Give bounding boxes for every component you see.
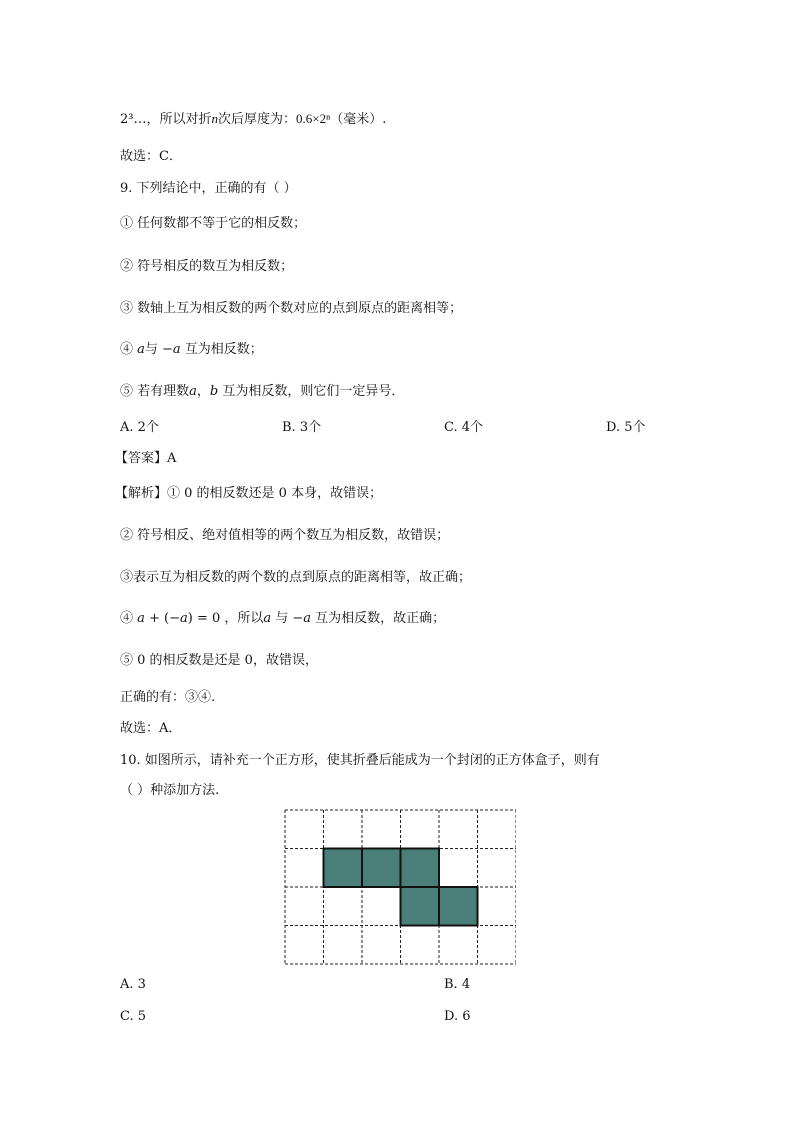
q10-stem-line1: 10. 如图所示，请补充一个正方形，使其折叠后能成为一个封闭的正方体盒子，则有 [120, 753, 600, 768]
q10-stem-line2: （ ）种添加方法. [120, 783, 220, 798]
q9-correct: 正确的有：③④. [120, 690, 216, 705]
q10-option-a: A. 3 [120, 977, 146, 992]
net-square-1 [324, 849, 363, 888]
net-square-5 [439, 887, 478, 926]
q9-answer: 【答案】A [115, 451, 177, 466]
q9-statement-3: ③ 数轴上互为相反数的两个数对应的点到原点的距离相等； [120, 301, 463, 316]
carryover-var: n [211, 111, 218, 126]
net-square-4 [401, 887, 440, 926]
q10-option-b: B. 4 [444, 977, 471, 992]
carryover-expr: 0.6×2ⁿ [296, 111, 331, 126]
carryover-suffix: （毫米）. [330, 112, 387, 127]
q9-choice: 故选：A． [120, 721, 182, 736]
q9-analysis-3: ③表示互为相反数的两个数的点到原点的距离相等，故正确； [120, 570, 472, 585]
carryover-prefix: 2³…，所以对折 [120, 112, 212, 127]
q9-statement-1: ① 任何数都不等于它的相反数； [120, 216, 307, 231]
q9-analysis-5: ⑤ 0 的相反数是还是 0，故错误， [120, 653, 318, 668]
q9-stem: 9. 下列结论中，正确的有（ ） [120, 181, 297, 196]
q10-option-d: D. 6 [444, 1009, 471, 1024]
q9-option-c: C. 4个 [444, 420, 484, 435]
carryover-line [120, 108, 386, 127]
q9-option-a: A. 2个 [120, 420, 159, 435]
q9-statement-5: ⑤ 若有理数𝑎，𝑏 互为相反数，则它们一定异号． [120, 384, 405, 399]
net-square-2 [362, 849, 401, 888]
cube-net-figure [284, 809, 516, 969]
net-square-3 [401, 849, 440, 888]
q9-analysis-4: ④ 𝑎 + (−𝑎) = 0 ，所以𝑎 与 −𝑎 互为相反数，故正确； [120, 611, 446, 626]
q8-choice: 故选：C． [120, 149, 182, 164]
q9-statement-2: ② 符号相反的数互为相反数； [120, 259, 294, 274]
q9-analysis-1: 【解析】① 0 的相反数还是 0 本身，故错误； [115, 486, 383, 501]
q9-analysis-2: ② 符号相反、绝对值相等的两个数互为相反数，故错误； [120, 528, 450, 543]
q9-statement-4: ④ 𝑎与 −𝑎 互为相反数； [120, 342, 263, 357]
q9-option-d: D. 5个 [606, 420, 646, 435]
carryover-mid: 次后厚度为： [217, 112, 296, 127]
q9-option-b: B. 3个 [282, 420, 322, 435]
q10-option-c: C. 5 [120, 1009, 147, 1024]
